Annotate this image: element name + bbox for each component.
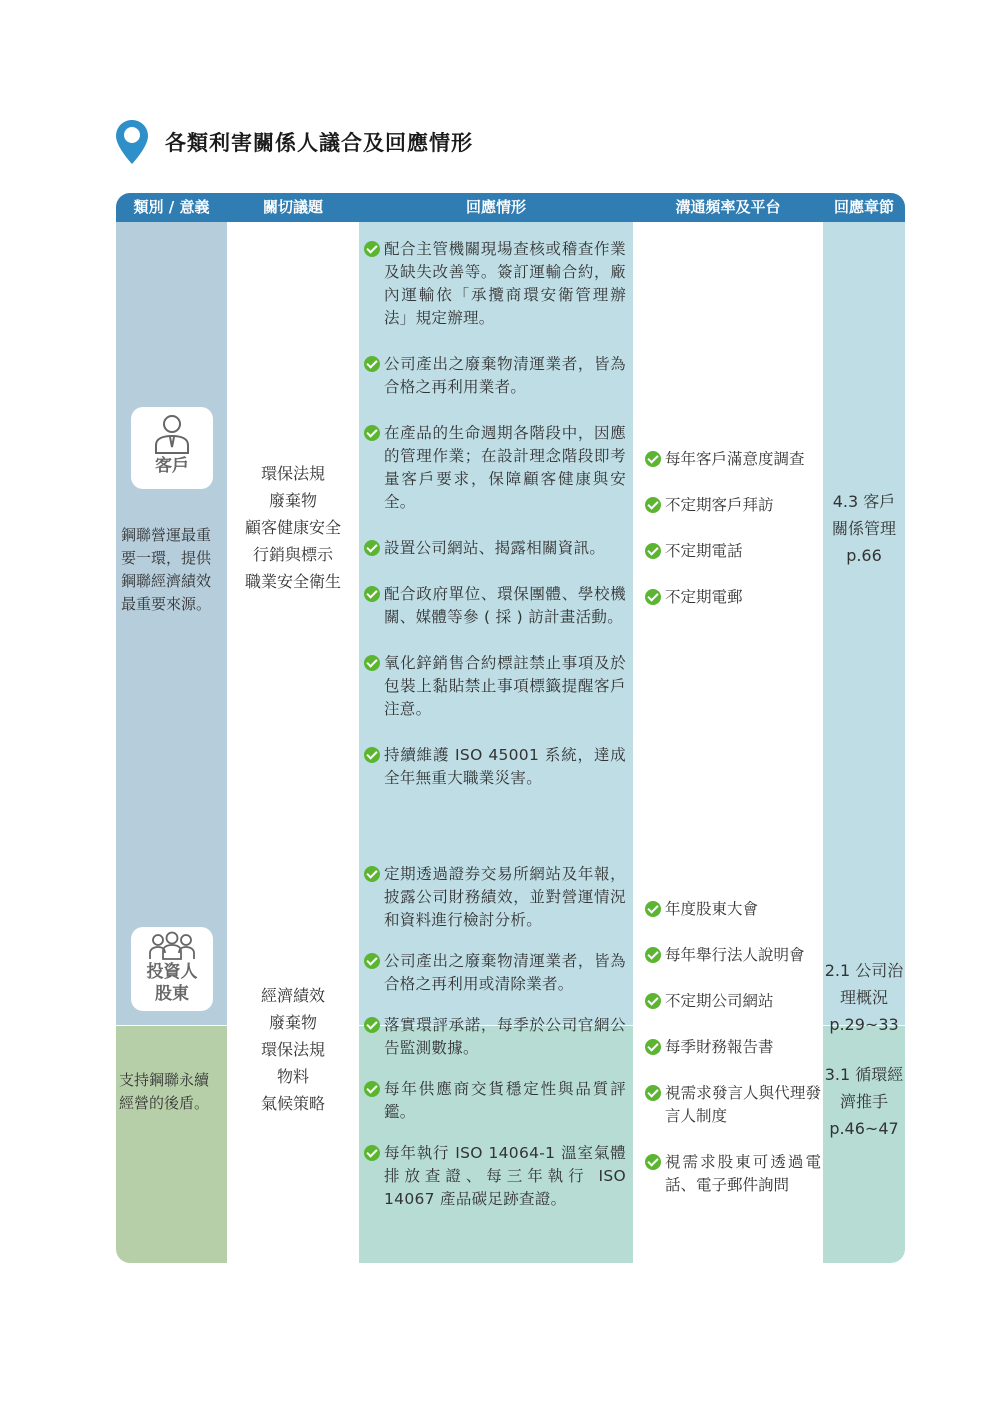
chapter-line: 3.1 循環經 [824,1065,904,1084]
header-platforms: 溝通頻率及平台 [675,198,781,216]
check-circle-icon [364,866,380,882]
user-tie-icon [152,411,192,455]
chapter-line: 2.1 公司治 [824,961,904,980]
response-item: 定期透過證券交易所網站及年報，披露公司財務績效，並對營運情況和資料進行檢討分析。 [364,863,626,932]
meaning-line: 要一環，提供 [121,549,212,567]
check-circle-icon [645,1085,661,1101]
meaning-line: 支持鋼聯永續 [119,1071,210,1089]
issue-item: 顧客健康安全 [244,518,341,537]
header-issues: 關切議題 [262,198,323,216]
check-circle-icon [364,425,380,441]
platform-item: 不定期電話 [645,540,821,563]
platform-item: 每季財務報告書 [645,1036,821,1059]
meaning-line: 最重要來源。 [121,595,212,613]
category-label-customer: 客戶 [155,456,189,476]
issue-item: 氣候策略 [260,1094,325,1113]
check-circle-icon [645,589,661,605]
platform-item: 不定期公司網站 [645,990,821,1013]
meaning-line: 鋼聯經濟績效 [121,572,212,590]
response-item: 氧化鋅銷售合約標註禁止事項及於包裝上黏貼禁止事項標籤提醒客戶注意。 [364,652,626,721]
responses-investor [364,863,626,1211]
chapters-customer [823,488,905,569]
issues-investor [228,982,358,1117]
chapter-line: p.46~47 [829,1119,899,1138]
chapter-line: 關係管理 [831,519,896,538]
category-cell-customer [116,222,227,1025]
check-circle-icon [364,953,380,969]
issue-item: 物料 [276,1067,309,1086]
response-item: 持續維護 ISO 45001 系統，達成全年無重大職業災害。 [364,744,626,790]
response-item: 公司產出之廢棄物清運業者，皆為合格之再利用或清除業者。 [364,950,626,996]
header-chapters: 回應章節 [833,198,894,216]
check-circle-icon [364,241,380,257]
chapter-line: 理概況 [839,988,888,1007]
check-circle-icon [364,540,380,556]
meaning-investor [119,1069,209,1115]
platform-item: 視需求發言人與代理發言人制度 [645,1082,821,1128]
category-cell-investor [116,1026,227,1263]
check-circle-icon [645,901,661,917]
investor-card [131,927,213,1011]
chapter-line: 4.3 客戶 [832,492,896,511]
response-item: 在產品的生命週期各階段中，因應的管理作業；在設計理念階段即考量客戶要求，保障顧客健康與安全。 [364,422,626,514]
platform-item: 每年舉行法人說明會 [645,944,821,967]
page-header [115,118,473,166]
chapter-line: p.66 [846,546,882,565]
platform-item: 年度股東大會 [645,898,821,921]
issue-item: 廢棄物 [268,1013,317,1032]
response-item: 落實環評承諾，每季於公司官網公告監測數據。 [364,1014,626,1060]
responses-customer [364,238,626,790]
chapter-line: 濟推手 [839,1092,888,1111]
issue-item: 行銷與標示 [252,545,333,564]
meaning-line: 經營的後盾。 [119,1094,210,1112]
platforms-customer [645,448,821,609]
stakeholder-table [116,193,905,1263]
check-circle-icon [645,993,661,1009]
check-circle-icon [364,1145,380,1161]
check-circle-icon [645,947,661,963]
issue-item: 職業安全衛生 [244,572,341,591]
chapter-line: p.29~33 [829,1015,899,1034]
chapters-cell-customer [823,222,905,1025]
check-circle-icon [645,543,661,559]
check-circle-icon [364,1081,380,1097]
platform-item: 不定期電郵 [645,586,821,609]
platforms-investor [645,898,821,1197]
location-pin-icon [115,119,149,165]
check-circle-icon [364,356,380,372]
platform-item: 不定期客戶拜訪 [645,494,821,517]
meaning-customer [121,524,211,616]
check-circle-icon [645,1154,661,1170]
response-item: 每年執行 ISO 14064-1 溫室氣體排放查證、每三年執行 ISO 14067 產品碳足跡查證。 [364,1142,626,1211]
table-header [116,193,905,222]
group-icon [147,931,197,961]
issue-item: 廢棄物 [268,491,317,510]
issue-item: 環保法規 [260,1040,325,1059]
page-title: 各類利害關係人議合及回應情形 [165,131,473,155]
chapters-investor [823,957,905,1142]
header-category: 類別 / 意義 [133,198,210,216]
issue-item: 經濟績效 [260,986,325,1005]
meaning-line: 鋼聯營運最重 [121,526,212,544]
issue-item: 環保法規 [260,464,325,483]
response-item: 設置公司網站、揭露相關資訊。 [364,537,626,560]
check-circle-icon [364,655,380,671]
check-circle-icon [364,586,380,602]
check-circle-icon [364,1017,380,1033]
check-circle-icon [645,451,661,467]
issues-customer [228,460,358,595]
chapter-spacer [823,1038,905,1061]
check-circle-icon [645,497,661,513]
response-item: 公司產出之廢棄物清運業者，皆為合格之再利用業者。 [364,353,626,399]
check-circle-icon [645,1039,661,1055]
customer-card [131,407,213,489]
header-responses: 回應情形 [465,198,526,216]
response-item: 配合主管機關現場查核或稽查作業及缺失改善等。簽訂運輸合約，廠內運輸依「承攬商環安衛管理辦法」規定辦理。 [364,238,626,330]
platform-item: 每年客戶滿意度調查 [645,448,821,471]
category-label-investor: 投資人 股東 [146,962,198,1004]
response-item: 每年供應商交貨穩定性與品質評鑑。 [364,1078,626,1124]
check-circle-icon [364,747,380,763]
response-item: 配合政府單位、環保團體、學校機關、媒體等參 ( 採 ) 訪計畫活動。 [364,583,626,629]
platform-item: 視需求股東可透過電話、電子郵件詢問 [645,1151,821,1197]
